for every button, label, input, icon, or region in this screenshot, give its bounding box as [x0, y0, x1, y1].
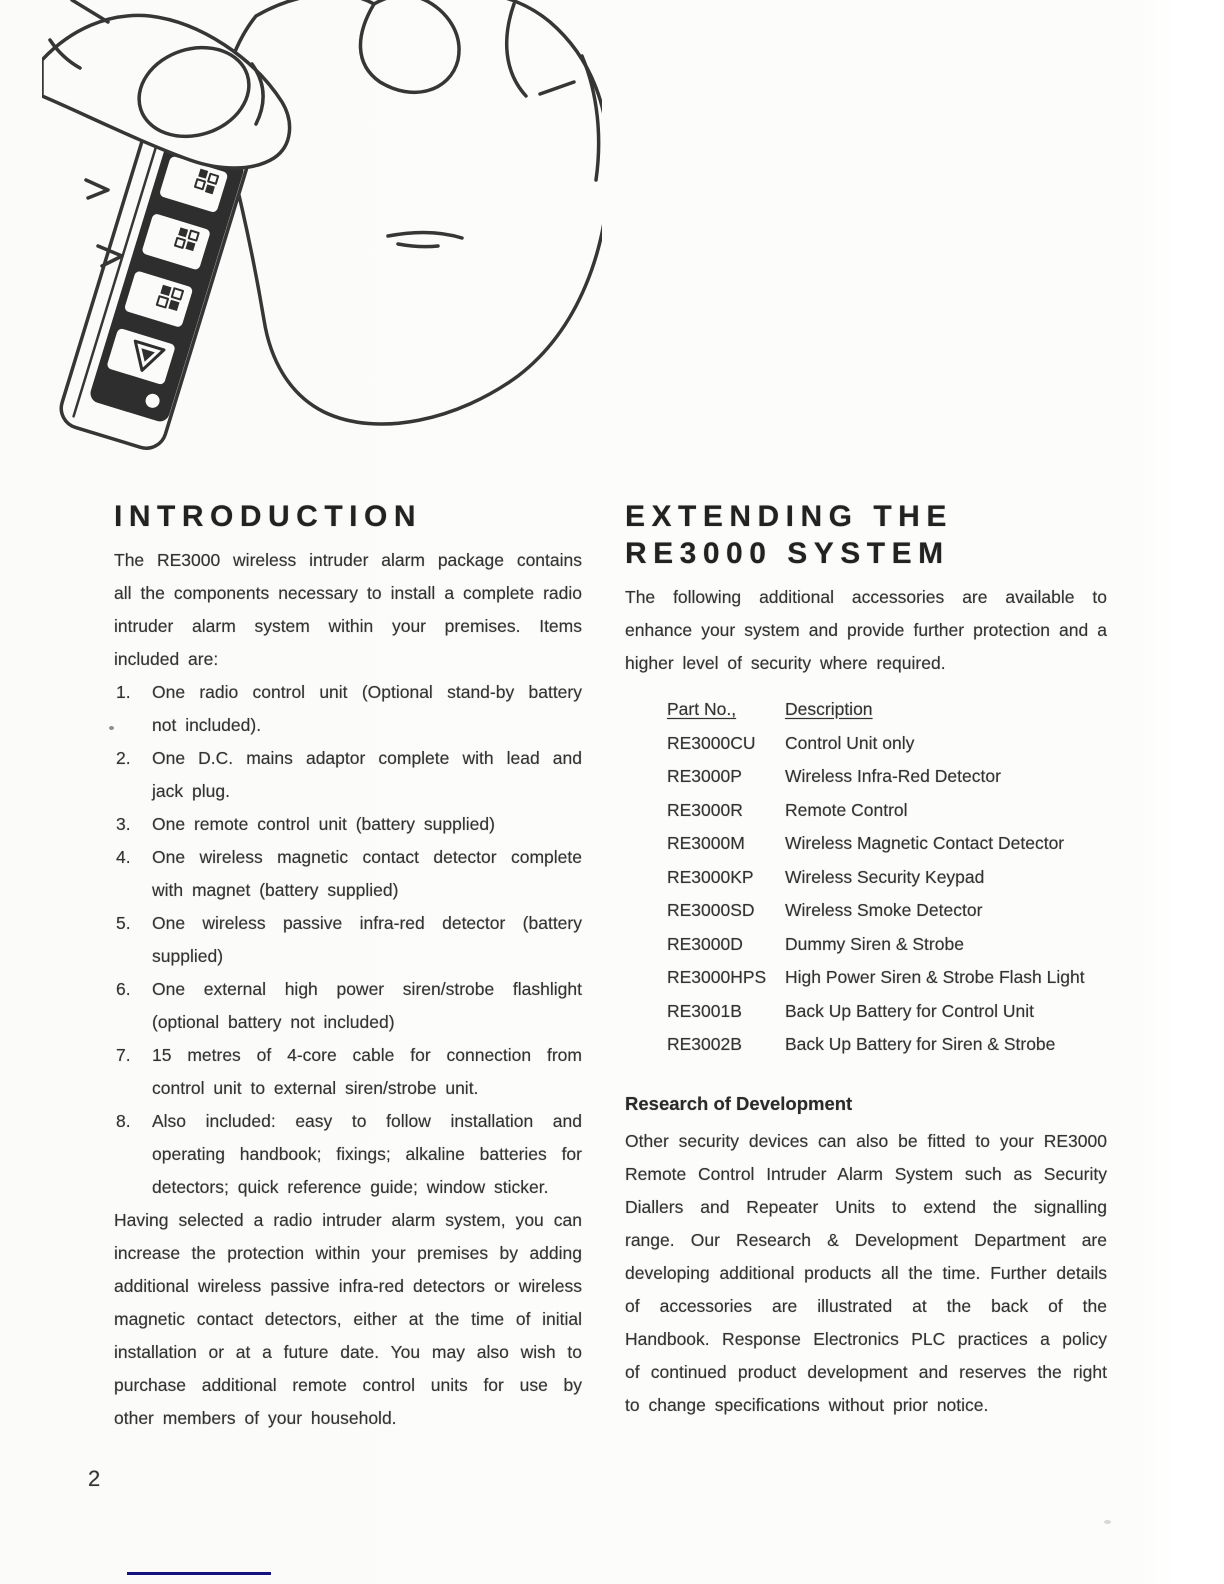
parts-table-body — [667, 727, 1107, 1062]
hand-fist — [218, 0, 602, 424]
parts-table-row — [667, 760, 1107, 794]
parts-table-row — [667, 961, 1107, 995]
introduction-title: INTRODUCTION — [114, 500, 422, 533]
extending-section — [625, 498, 1107, 1422]
item-number: 3. — [116, 814, 131, 834]
item-text: One wireless passive infra-red detector (battery supplied) — [152, 913, 582, 966]
part-number: RE3000D — [667, 933, 743, 954]
part-number: RE3000KP — [667, 866, 754, 887]
parts-table-row — [667, 1028, 1107, 1062]
included-item — [114, 841, 582, 907]
research-body: Other security devices can also be fitted to your RE3000 Remote Control Intruder Alarm System such as Security Diallers and Repeater Units to extend the signalling range. Our Research & Development Department are developing additional products all the time. Further details of accessories are illustrated at the back of the Handbook. Response Electronics PLC practices a policy of continued product development and reserves the right to change specifications without prior notice. — [625, 1130, 1107, 1415]
research-heading: Research of Development — [625, 1092, 853, 1114]
parts-header-description: Description — [785, 699, 873, 719]
part-description: Wireless Infra-Red Detector — [785, 766, 1001, 786]
hand-holding-remote-illustration — [42, 0, 602, 462]
included-item — [114, 1039, 582, 1105]
part-description: Wireless Magnetic Contact Detector — [785, 833, 1065, 853]
part-description: Back Up Battery for Control Unit — [785, 1000, 1034, 1021]
included-item — [114, 676, 582, 742]
item-number: 2. — [116, 748, 131, 768]
item-number: 6. — [116, 979, 131, 999]
parts-table-header — [667, 693, 1107, 727]
parts-table-row — [667, 861, 1107, 895]
parts-table-row — [667, 794, 1107, 828]
part-number: RE3001B — [667, 1000, 742, 1021]
extending-lead: The following additional accessories are available to enhance your system and provide further protection and a higher level of security where required. — [625, 587, 1107, 673]
included-item — [114, 973, 582, 1039]
item-text: One radio control unit (Optional stand-by battery not included). — [152, 682, 582, 735]
introduction-section — [114, 498, 582, 1435]
included-items-list — [114, 676, 582, 1204]
item-number: 5. — [116, 913, 131, 933]
included-item — [114, 907, 582, 973]
part-description: Back Up Battery for Siren & Strobe — [785, 1034, 1056, 1054]
item-number: 1. — [116, 682, 131, 702]
item-text: One D.C. mains adaptor complete with lead and jack plug. — [152, 748, 582, 801]
hand-edge-line — [72, 0, 108, 22]
part-number: RE3000CU — [667, 732, 756, 753]
item-text: One remote control unit (battery supplied) — [152, 814, 495, 834]
scan-artifact-speck — [1104, 1520, 1111, 1524]
motion-chevron — [86, 180, 108, 198]
introduction-lead: The RE3000 wireless intruder alarm package contains all the components necessary to install a complete radio intruder alarm system within your premises. Items included are: — [114, 550, 582, 669]
part-number: RE3000M — [667, 833, 745, 853]
parts-table-row — [667, 727, 1107, 761]
part-number: RE3000HPS — [667, 967, 767, 987]
page-number: 2 — [88, 1466, 101, 1491]
footer-blue-line — [127, 1572, 271, 1575]
parts-header-part-no: Part No., — [667, 699, 737, 719]
included-item — [114, 1105, 582, 1204]
part-number: RE3002B — [667, 1034, 742, 1054]
part-number: RE3000R — [667, 799, 743, 820]
parts-table-row — [667, 827, 1107, 861]
part-number: RE3000SD — [667, 900, 755, 920]
extending-title-line1: EXTENDING THE — [625, 500, 953, 533]
part-description: High Power Siren & Strobe Flash Light — [785, 967, 1085, 987]
item-number: 8. — [116, 1111, 131, 1131]
part-description: Wireless Security Keypad — [785, 866, 985, 887]
included-item — [114, 808, 582, 841]
parts-table-row — [667, 995, 1107, 1029]
included-item — [114, 742, 582, 808]
introduction-closing: Having selected a radio intruder alarm system, you can increase the protection within your premises by adding additional wireless passive infra-red detectors or wireless magnetic contact detectors, either at the time of initial installation or at a future date. You may also wish to purchase additional remote control units for use by other members of your household. — [114, 1210, 582, 1428]
item-text: Also included: easy to follow installation and operating handbook; fixings; alkaline batteries for detectors; quick reference guide; window sticker. — [152, 1111, 582, 1197]
parts-table-row — [667, 894, 1107, 928]
extending-title — [625, 498, 1107, 572]
extending-title-line2: RE3000 SYSTEM — [625, 537, 950, 570]
parts-table — [667, 693, 1107, 1062]
part-description: Wireless Smoke Detector — [785, 900, 983, 920]
part-description: Control Unit only — [785, 732, 915, 753]
part-number: RE3000P — [667, 766, 742, 786]
item-text: One wireless magnetic contact detector complete with magnet (battery supplied) — [152, 847, 582, 900]
item-number: 7. — [116, 1045, 131, 1065]
item-text: 15 metres of 4-core cable for connection from control unit to external siren/strobe unit. — [152, 1045, 582, 1098]
parts-table-row — [667, 928, 1107, 962]
item-text: One external high power siren/strobe flashlight (optional battery not included) — [152, 979, 582, 1032]
item-number: 4. — [116, 847, 131, 867]
part-description: Remote Control — [785, 799, 908, 820]
part-description: Dummy Siren & Strobe — [785, 933, 964, 954]
